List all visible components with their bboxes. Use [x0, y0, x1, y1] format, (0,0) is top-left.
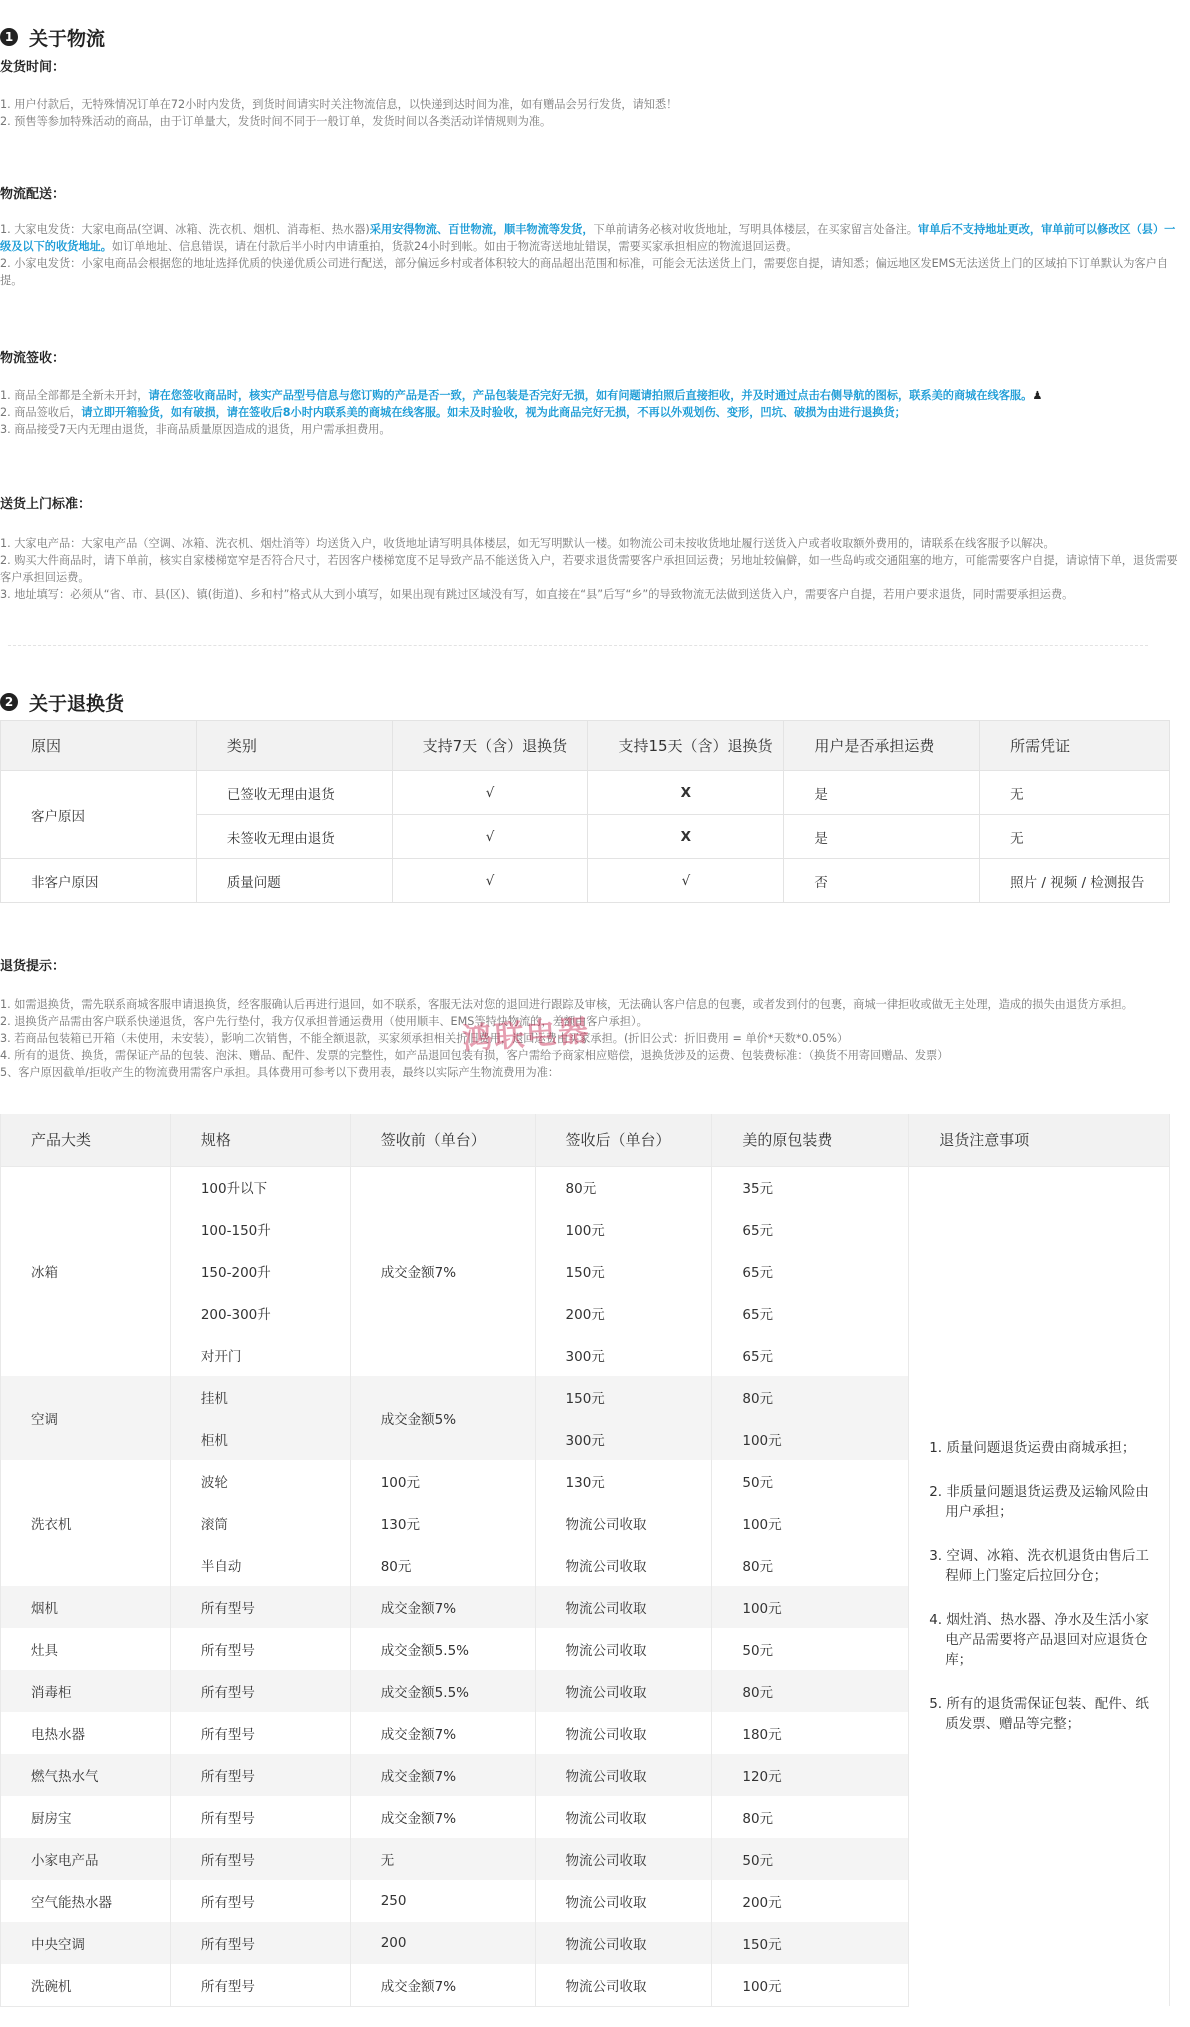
- spec-cell: 滚筒: [170, 1502, 350, 1544]
- notes-cell: [909, 1166, 1170, 2006]
- pack-cell: 100元: [712, 1964, 909, 2006]
- category-cell: 厨房宝: [1, 1796, 171, 1838]
- section-returns: [0, 665, 1190, 719]
- number-badge-icon: 2: [0, 693, 18, 711]
- after-cell: 物流公司收取: [535, 1964, 712, 2006]
- note-item: 3. 空调、冰箱、洗衣机退货由售后工程师上门鉴定后拉回分仓；: [929, 1548, 1149, 1585]
- column-header: 签收后（单台）: [535, 1114, 712, 1166]
- pack-cell: 65元: [712, 1250, 909, 1292]
- check-cell: √: [392, 771, 588, 815]
- category-cell: 洗衣机: [1, 1460, 171, 1586]
- pack-cell: 120元: [712, 1754, 909, 1796]
- spec-cell: 150-200升: [170, 1250, 350, 1292]
- column-header: 美的原包装费: [712, 1114, 909, 1166]
- spec-cell: 所有型号: [170, 1586, 350, 1628]
- spec-cell: 挂机: [170, 1376, 350, 1418]
- spec-cell: 所有型号: [170, 1754, 350, 1796]
- reason-cell: 客户原因: [1, 771, 197, 859]
- pack-cell: 65元: [712, 1208, 909, 1250]
- before-cell: 成交金额5.5%: [350, 1670, 535, 1712]
- tips-list: [0, 996, 1186, 1081]
- before-cell: 成交金额7%: [350, 1586, 535, 1628]
- after-cell: 300元: [535, 1334, 712, 1376]
- after-cell: 200元: [535, 1292, 712, 1334]
- before-cell: 成交金额7%: [350, 1964, 535, 2006]
- spec-cell: 半自动: [170, 1544, 350, 1586]
- sign-heading-wrap: [0, 348, 1190, 370]
- pack-cell: 65元: [712, 1292, 909, 1334]
- ship-time-heading-wrap: [0, 57, 1190, 79]
- ship-time-item: 2. 预售等参加特殊活动的商品，由于订单量大，发货时间不同于一般订单，发货时间以各类活动详情规则为准。: [0, 115, 552, 128]
- category-cell: 燃气热水气: [1, 1754, 171, 1796]
- before-cell: 成交金额5.5%: [350, 1628, 535, 1670]
- after-cell: 100元: [535, 1208, 712, 1250]
- sign-item: [0, 404, 1186, 421]
- pack-cell: 80元: [712, 1376, 909, 1418]
- before-cell: 100元: [350, 1460, 535, 1502]
- category-cell: 烟机: [1, 1586, 171, 1628]
- watermark: 鸿联电器: [461, 1013, 592, 1058]
- door-item: 2. 购买大件商品时，请下单前，核实自家楼梯宽窄是否符合尺寸，若因客户楼梯宽度不足导致产品不能送货入户，若要求退货需要客户承担回运费；另地址较偏僻，如一些岛屿或交通阻塞的地方，可能需要客户自提，请谅情下单，退货需要客户承担回运费。: [0, 554, 1178, 584]
- number-badge-icon: 1: [0, 28, 18, 46]
- after-cell: 物流公司收取: [535, 1544, 712, 1586]
- category-cell: 中央空调: [1, 1922, 171, 1964]
- before-cell: 250: [350, 1880, 535, 1922]
- column-header: 用户是否承担运费: [784, 721, 980, 771]
- delivery-item: [0, 221, 1186, 255]
- door-heading-wrap: [0, 494, 1190, 516]
- spec-cell: 100升以下: [170, 1166, 350, 1208]
- table-header-row: [1, 1114, 1170, 1166]
- category-cell: 灶具: [1, 1628, 171, 1670]
- after-cell: 物流公司收取: [535, 1796, 712, 1838]
- spec-cell: 所有型号: [170, 1964, 350, 2006]
- customer-service-icon[interactable]: ♟: [1032, 389, 1043, 402]
- fee-cell: 是: [784, 771, 980, 815]
- section-title-text: 关于退换货: [29, 692, 125, 715]
- after-cell: 物流公司收取: [535, 1670, 712, 1712]
- spec-cell: 波轮: [170, 1460, 350, 1502]
- pack-cell: 100元: [712, 1502, 909, 1544]
- category-cell: 质量问题: [196, 859, 392, 903]
- before-cell: 130元: [350, 1502, 535, 1544]
- ship-time-list: [0, 96, 1170, 130]
- tips-item: 1. 如需退换货，需先联系商城客服申请退换货，经客服确认后再进行退回，如不联系，客服无法对您的退回进行跟踪及审核，无法确认客户信息的包裹，或者发到付的包裹，商城一律拒收或做无主处理，造成的损失由退货方承担。: [0, 998, 1133, 1011]
- spec-cell: 所有型号: [170, 1670, 350, 1712]
- column-header: 退货注意事项: [909, 1114, 1170, 1166]
- after-cell: 物流公司收取: [535, 1586, 712, 1628]
- tips-heading: 退货提示：: [0, 959, 66, 974]
- pack-cell: 100元: [712, 1418, 909, 1460]
- return-policy-table: [0, 720, 1170, 903]
- note-item: 2. 非质量问题退货运费及运输风险由用户承担；: [929, 1484, 1149, 1521]
- column-header: 支持15天（含）退换货: [588, 721, 784, 771]
- cross-cell: X: [588, 815, 784, 859]
- note-item: 4. 烟灶消、热水器、净水及生活小家电产品需要将产品退回对应退货仓库；: [929, 1612, 1149, 1669]
- delivery-highlight: 审单后不支持地址更改，审单前可以修改区（县）一级及以下的收货地址。: [0, 223, 1176, 253]
- before-cell: 80元: [350, 1544, 535, 1586]
- after-cell: 80元: [535, 1166, 712, 1208]
- category-cell: 洗碗机: [1, 1964, 171, 2006]
- category-cell: 小家电产品: [1, 1838, 171, 1880]
- spec-cell: 100-150升: [170, 1208, 350, 1250]
- pack-cell: 65元: [712, 1334, 909, 1376]
- cross-cell: X: [588, 771, 784, 815]
- fee-cell: 是: [784, 815, 980, 859]
- section-title-logistics: [0, 0, 1190, 54]
- pack-cell: 50元: [712, 1628, 909, 1670]
- category-cell: 空调: [1, 1376, 171, 1460]
- sign-highlight: 请立即开箱验货，如有破损，请在签收后8小时内联系美的商城在线客服。如未及时验收，视为此商品完好无损，不再以外观划伤、变形，凹坑、破损为由进行退换货；: [81, 406, 906, 419]
- after-cell: 物流公司收取: [535, 1628, 712, 1670]
- spec-cell: 柜机: [170, 1418, 350, 1460]
- spec-cell: 所有型号: [170, 1712, 350, 1754]
- table-row: [1, 1166, 1170, 1208]
- ship-time-heading: 发货时间：: [0, 60, 66, 75]
- after-cell: 150元: [535, 1376, 712, 1418]
- column-header: 类别: [196, 721, 392, 771]
- pack-cell: 80元: [712, 1670, 909, 1712]
- spec-cell: 所有型号: [170, 1922, 350, 1964]
- door-item: 3. 地址填写：必须从“省、市、县(区)、镇(街道)、乡和村”格式从大到小填写，如果出现有跳过区域没有写，如直接在“县”后写“乡”的导致物流无法做到送货入户，需要客户自提，若用户要求退货，同时需要承担运费。: [0, 588, 1074, 601]
- column-header: 原因: [1, 721, 197, 771]
- tips-item: 2. 退换货产品需由客户联系快递退货，客户先行垫付，我方仅承担普通运费用（使用顺丰、EMS等特快物流的，差额由客户承担）。: [0, 1015, 648, 1028]
- spec-cell: 所有型号: [170, 1838, 350, 1880]
- after-cell: 物流公司收取: [535, 1754, 712, 1796]
- before-cell: 成交金额7%: [350, 1754, 535, 1796]
- before-cell: 成交金额5%: [350, 1376, 535, 1460]
- sign-item: 3. 商品接受7天内无理由退货，非商品质量原因造成的退货，用户需承担费用。: [0, 423, 391, 436]
- fee-cell: 否: [784, 859, 980, 903]
- spec-cell: 200-300升: [170, 1292, 350, 1334]
- column-header: 产品大类: [1, 1114, 171, 1166]
- column-header: 规格: [170, 1114, 350, 1166]
- column-header: 支持7天（含）退换货: [392, 721, 588, 771]
- tips-item: 3. 若商品包装箱已开箱（未使用，未安装），影响二次销售，不能全额退款，买家须承担相关折旧费用，退回运费由买家承担。(折旧公式：折旧费用 = 单价*天数*0.05%）: [0, 1032, 849, 1045]
- column-header: 签收前（单台）: [350, 1114, 535, 1166]
- category-cell: 电热水器: [1, 1712, 171, 1754]
- ship-time-item: 1. 用户付款后，无特殊情况订单在72小时内发货，到货时间请实时关注物流信息，以快递到达时间为准，如有赠品会另行发货，请知悉！: [0, 98, 678, 111]
- table-row: [1, 859, 1170, 903]
- delivery-list: [0, 221, 1186, 289]
- category-cell: 冰箱: [1, 1166, 171, 1376]
- table-row: [1, 771, 1170, 815]
- note-item: 1. 质量问题退货运费由商城承担；: [929, 1440, 1136, 1457]
- pack-cell: 50元: [712, 1460, 909, 1502]
- before-cell: 成交金额7%: [350, 1712, 535, 1754]
- tips-item: 5、客户原因截单/拒收产生的物流费用需客户承担。具体费用可参考以下费用表，最终以实际产生物流费用为准：: [0, 1066, 560, 1079]
- door-heading: 送货上门标准：: [0, 497, 92, 512]
- section-logistics: [0, 0, 1190, 54]
- proof-cell: 无: [980, 815, 1170, 859]
- spec-cell: 所有型号: [170, 1796, 350, 1838]
- pack-cell: 50元: [712, 1838, 909, 1880]
- category-cell: 消毒柜: [1, 1670, 171, 1712]
- category-cell: 未签收无理由退货: [196, 815, 392, 859]
- sign-text: 1. 商品全部都是全新未开封，: [0, 389, 149, 402]
- pack-cell: 35元: [712, 1166, 909, 1208]
- return-fee-table: [0, 1114, 1170, 2007]
- sign-highlight: 请在您签收商品时，核实产品型号信息与您订购的产品是否一致，产品包装是否完好无损，如有问题请拍照后直接拒收，并及时通过点击右侧导航的图标，联系美的商城在线客服。: [148, 389, 1033, 402]
- proof-cell: 无: [980, 771, 1170, 815]
- reason-cell: 非客户原因: [1, 859, 197, 903]
- category-cell: 已签收无理由退货: [196, 771, 392, 815]
- before-cell: 成交金额7%: [350, 1166, 535, 1376]
- delivery-text: 下单前请务必核对收货地址，写明具体楼层，在买家留言处备注。: [593, 223, 918, 236]
- after-cell: 300元: [535, 1418, 712, 1460]
- after-cell: 物流公司收取: [535, 1502, 712, 1544]
- delivery-highlight: 采用安得物流、百世物流，顺丰物流等发货，: [369, 223, 594, 236]
- check-cell: √: [392, 815, 588, 859]
- sign-list: [0, 387, 1186, 438]
- delivery-item: 2. 小家电发货：小家电商品会根据您的地址选择优质的快递优质公司进行配送，部分偏远乡村或者体积较大的商品超出范围和标准，可能会无法送货上门，需要您自提，请知悉；偏远地区发EMS无法送货上门的区域拍下订单默认为客户自提。: [0, 257, 1168, 287]
- spec-cell: 所有型号: [170, 1880, 350, 1922]
- pack-cell: 180元: [712, 1712, 909, 1754]
- pack-cell: 80元: [712, 1544, 909, 1586]
- table-header-row: [1, 721, 1170, 771]
- pack-cell: 80元: [712, 1796, 909, 1838]
- pack-cell: 100元: [712, 1586, 909, 1628]
- after-cell: 物流公司收取: [535, 1922, 712, 1964]
- door-list: [0, 535, 1186, 603]
- before-cell: 200: [350, 1922, 535, 1964]
- delivery-heading: 物流配送：: [0, 187, 66, 202]
- spec-cell: 所有型号: [170, 1628, 350, 1670]
- delivery-text: 如订单地址、信息错误，请在付款后半小时内申请重拍，货款24小时到帐。如由于物流寄送地址错误，需要买家承担相应的物流退回运费。: [111, 240, 798, 253]
- tips-item: 4. 所有的退货、换货，需保证产品的包装、泡沫、赠品、配件、发票的完整性，如产品退回包装有损，客户需给予商家相应赔偿，退换货涉及的运费、包装费标准：（换货不用寄回赠品、发票）: [0, 1049, 949, 1062]
- sign-text: 2. 商品签收后，: [0, 406, 82, 419]
- proof-cell: 照片 / 视频 / 检测报告: [980, 859, 1170, 903]
- check-cell: √: [588, 859, 784, 903]
- after-cell: 物流公司收取: [535, 1712, 712, 1754]
- section-divider: [8, 645, 1148, 646]
- after-cell: 130元: [535, 1460, 712, 1502]
- category-cell: 空气能热水器: [1, 1880, 171, 1922]
- after-cell: 150元: [535, 1250, 712, 1292]
- sign-heading: 物流签收：: [0, 351, 66, 366]
- after-cell: 物流公司收取: [535, 1838, 712, 1880]
- section-title-text: 关于物流: [29, 27, 106, 50]
- pack-cell: 150元: [712, 1922, 909, 1964]
- pack-cell: 200元: [712, 1880, 909, 1922]
- section-title-returns: [0, 665, 1190, 719]
- door-item: 1. 大家电产品：大家电产品（空调、冰箱、洗衣机、烟灶消等）均送货入户，收货地址请写明具体楼层，如无写明默认一楼。如物流公司未按收货地址履行送货入户或者收取额外费用的，请联系在线客服予以解决。: [0, 537, 1055, 550]
- delivery-text: 1. 大家电发货：大家电商品(空调、冰箱、洗衣机、烟机、消毒柜、热水器): [0, 223, 370, 236]
- before-cell: 成交金额7%: [350, 1796, 535, 1838]
- sign-item: [0, 387, 1186, 404]
- delivery-heading-wrap: [0, 184, 1190, 206]
- before-cell: 无: [350, 1838, 535, 1880]
- after-cell: 物流公司收取: [535, 1880, 712, 1922]
- check-cell: √: [392, 859, 588, 903]
- spec-cell: 对开门: [170, 1334, 350, 1376]
- notes-list: [929, 1438, 1153, 1734]
- column-header: 所需凭证: [980, 721, 1170, 771]
- note-item: 5. 所有的退货需保证包装、配件、纸质发票、赠品等完整；: [929, 1696, 1149, 1733]
- tips-heading-wrap: [0, 956, 1190, 978]
